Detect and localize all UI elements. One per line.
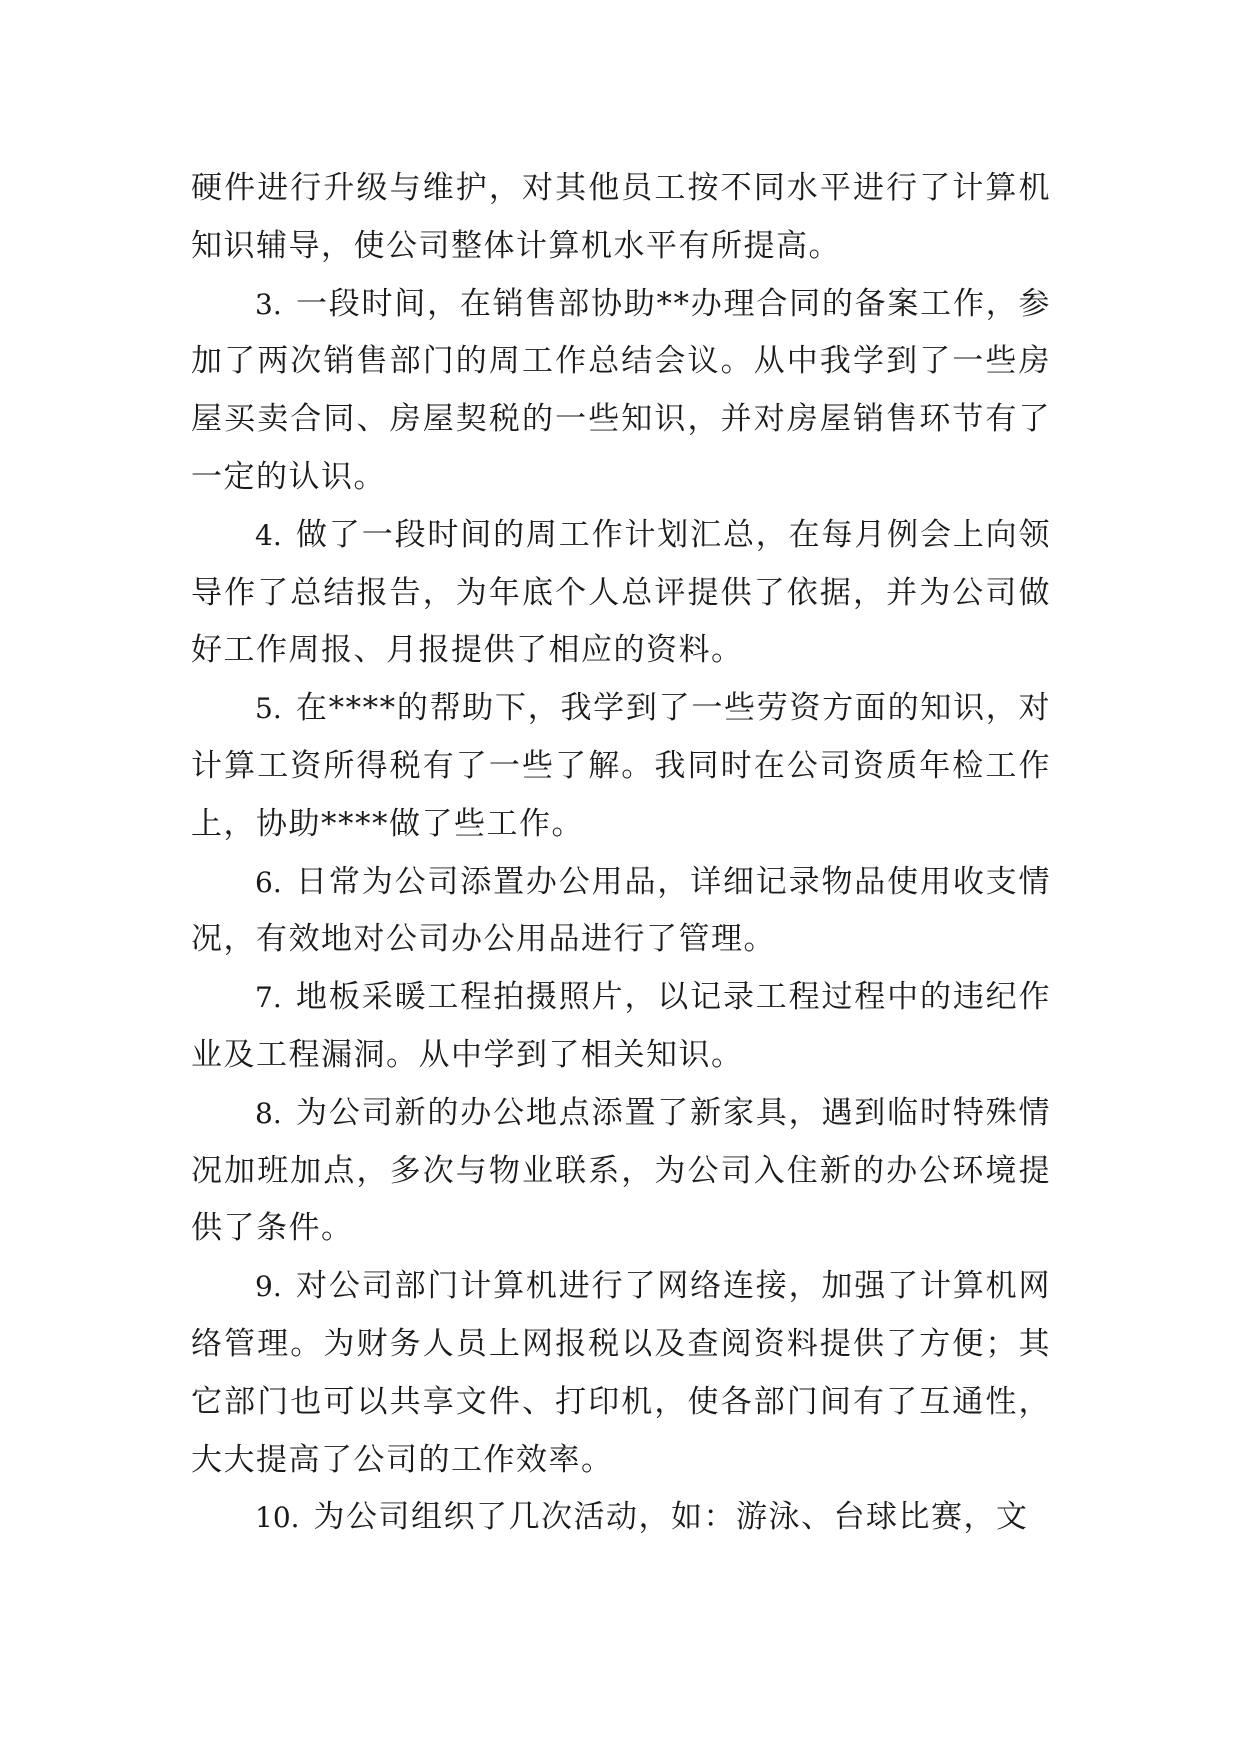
item-number: 4. xyxy=(255,518,282,552)
item-number: 6. xyxy=(255,865,282,899)
item-number: 7. xyxy=(255,981,282,1015)
paragraph-text: 对公司部门计算机进行了网络连接，加强了计算机网络管理。为财务人员上网报税以及查阅资料提供了方便；其它部门也可以共享文件、打印机，使各部门间有了互通性，大大提高了公司的工作效率。 xyxy=(191,1268,1051,1478)
body-text xyxy=(191,160,1051,1547)
paragraph-text: 日常为公司添置办公用品，详细记录物品使用收支情况，有效地对公司办公用品进行了管理。 xyxy=(191,863,1051,958)
list-item-6 xyxy=(191,854,1051,970)
list-item-5 xyxy=(191,680,1051,853)
paragraph-text: 地板采暖工程拍摄照片，以记录工程过程中的违纪作业及工程漏洞。从中学到了相关知识。 xyxy=(191,979,1051,1073)
list-item-3 xyxy=(191,276,1051,507)
list-item-8 xyxy=(191,1085,1051,1258)
list-item-4 xyxy=(191,507,1051,680)
paragraph-text: 硬件进行升级与维护，对其他员工按不同水平进行了计算机知识辅导，使公司整体计算机水平有所提高。 xyxy=(191,170,1051,264)
paragraph-continuation xyxy=(191,160,1051,276)
paragraph-text: 为公司新的办公地点添置了新家具，遇到临时特殊情况加班加点，多次与物业联系，为公司入住新的办公环境提供了条件。 xyxy=(191,1094,1051,1247)
item-number: 9. xyxy=(255,1270,282,1304)
item-number: 10. xyxy=(255,1501,300,1535)
item-number: 5. xyxy=(255,692,282,726)
list-item-7 xyxy=(191,969,1051,1085)
paragraph-text: 一段时间，在销售部协助**办理合同的备案工作，参加了两次销售部门的周工作总结会议。从中我学到了一些房屋买卖合同、房屋契税的一些知识，并对房屋销售环节有了一定的认识。 xyxy=(191,285,1051,495)
item-number: 3. xyxy=(255,287,282,321)
paragraph-text: 在****的帮助下，我学到了一些劳资方面的知识，对计算工资所得税有了一些了解。我同时在公司资质年检工作上，协助****做了些工作。 xyxy=(191,690,1051,842)
list-item-9 xyxy=(191,1258,1051,1489)
paragraph-text: 做了一段时间的周工作计划汇总，在每月例会上向领导作了总结报告，为年底个人总评提供了依据，并为公司做好工作周报、月报提供了相应的资料。 xyxy=(191,516,1051,669)
item-number: 8. xyxy=(255,1096,282,1130)
paragraph-text: 为公司组织了几次活动，如：游泳、台球比赛，文 xyxy=(313,1499,1029,1536)
list-item-10 xyxy=(191,1489,1051,1547)
